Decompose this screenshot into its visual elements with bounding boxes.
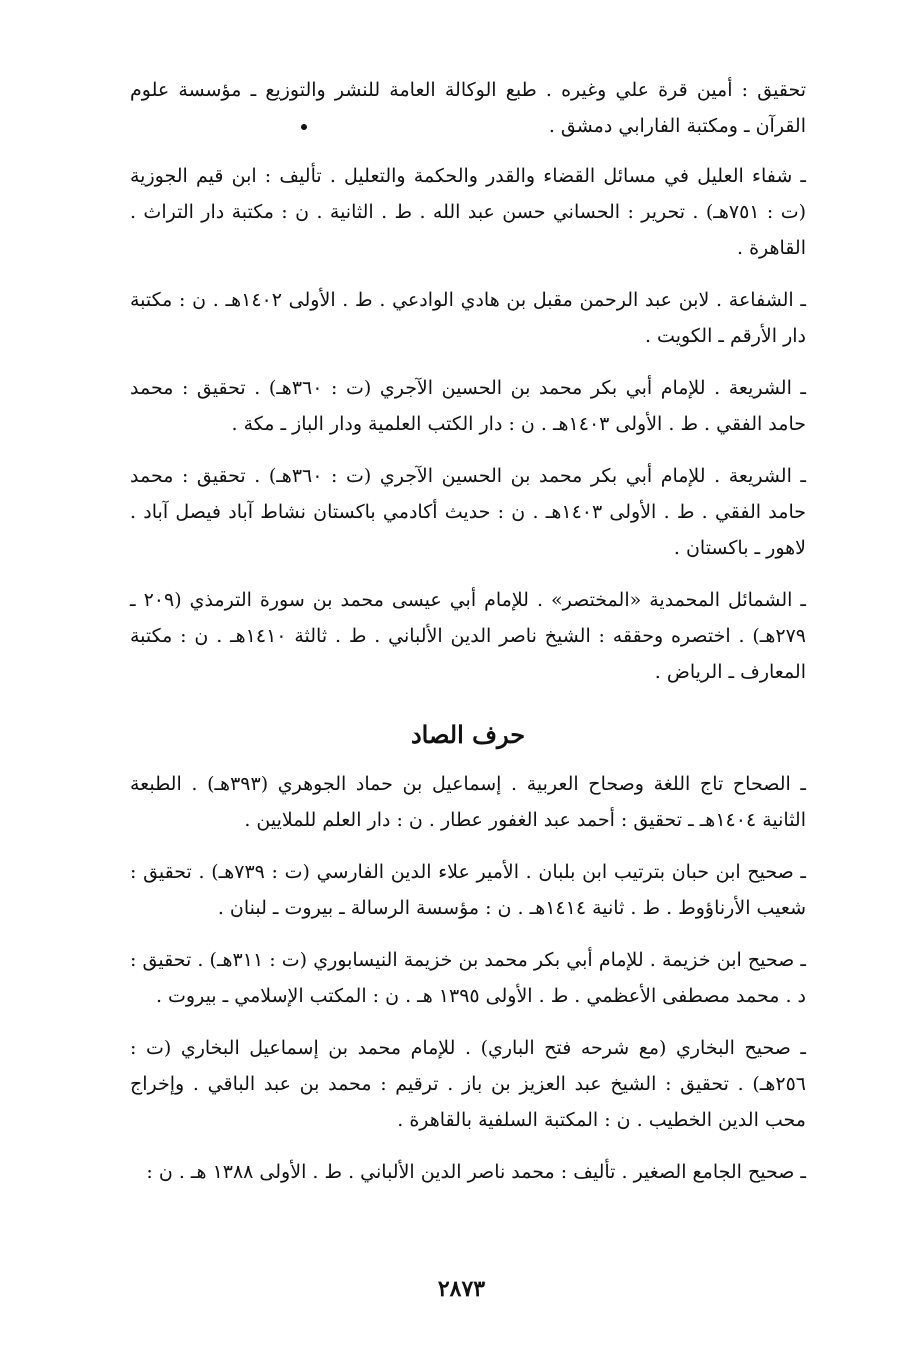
bibliography-entry: تحقيق : أمين قرة علي وغيره . طبع الوكالة العامة للنشر والتوزيع ـ مؤسسة علوم القرآن ـ ومكتبة الفارابي دمشق . [130, 79, 806, 137]
bibliography-entry: ـ الشريعة . للإمام أبي بكر محمد بن الحسين الآجري (ت : ٣٦٠هـ) . تحقيق : محمد حامد الفقي . ط . الأولى ١٤٠٣هـ . ن : دار الكتب العلمية ودار الباز ـ مكة . [130, 377, 806, 435]
bibliography-entry: ـ الشمائل المحمدية «المختصر» . للإمام أبي عيسى محمد بن سورة الترمذي (٢٠٩ ـ ٢٧٩هـ) . اختصره وحققه : الشيخ ناصر الدين الألباني . ط . ثالثة ١٤١٠هـ . ن : مكتبة المعارف ـ الرياض . [130, 589, 806, 683]
bibliography-entry: ـ صحيح الجامع الصغير . تأليف : محمد ناصر الدين الألباني . ط . الأولى ١٣٨٨ هـ . ن : [146, 1161, 806, 1183]
bibliography-entry: ـ صحيح ابن خزيمة . للإمام أبي بكر محمد بن خزيمة النيسابوري (ت : ٣١١هـ) . تحقيق : د . محمد مصطفى الأعظمي . ط . الأولى ١٣٩٥ هـ . ن : المكتب الإسلامي ـ بيروت . [130, 949, 806, 1007]
bibliography-entry: ـ الشريعة . للإمام أبي بكر محمد بن الحسين الآجري (ت : ٣٦٠هـ) . تحقيق : محمد حامد الفقي . ط . الأولى ١٤٠٣هـ . ن : حديث أكادمي باكستان نشاط آباد فيصل آباد . لاهور ـ باكستان . [130, 465, 806, 559]
bibliography-entry: ـ صحيح البخاري (مع شرحه فتح الباري) . للإمام محمد بن إسماعيل البخاري (ت : ٢٥٦هـ) . تحقيق : الشيخ عبد العزيز بن باز . ترقيم : محمد بن عبد الباقي . وإخراج محب الدين الخطيب . ن : المكتبة السلفية بالقاهرة . [130, 1037, 806, 1131]
bibliography-entry: ـ الشفاعة . لابن عبد الرحمن مقبل بن هادي الوادعي . ط . الأولى ١٤٠٢هـ . ن : مكتبة دار الأرقم ـ الكويت . [130, 289, 806, 347]
bibliography-entry: ـ صحيح ابن حبان بترتيب ابن بلبان . الأمير علاء الدين الفارسي (ت : ٧٣٩هـ) . تحقيق : شعيب الأرناؤوط . ط . ثانية ١٤١٤هـ . ن : مؤسسة الرسالة ـ بيروت ـ لبنان . [130, 861, 806, 919]
section-heading: حرف الصاد [410, 720, 526, 749]
page-number: ٢٨٧٣ [437, 1276, 486, 1302]
bibliography-entry: ـ شفاء العليل في مسائل القضاء والقدر والحكمة والتعليل . تأليف : ابن قيم الجوزية (ت : ٧٥١هـ) . تحرير : الحساني حسن عبد الله . ط . الثانية . ن : مكتبة دار التراث . القاهرة . [130, 165, 806, 259]
page-body [130, 72, 806, 1206]
bibliography-entry: ـ الصحاح تاج اللغة وصحاح العربية . إسماعيل بن حماد الجوهري (٣٩٣هـ) . الطبعة الثانية ١٤٠٤هـ ـ تحقيق : أحمد عبد الغفور عطار . ن : دار العلم للملايين . [130, 773, 806, 831]
